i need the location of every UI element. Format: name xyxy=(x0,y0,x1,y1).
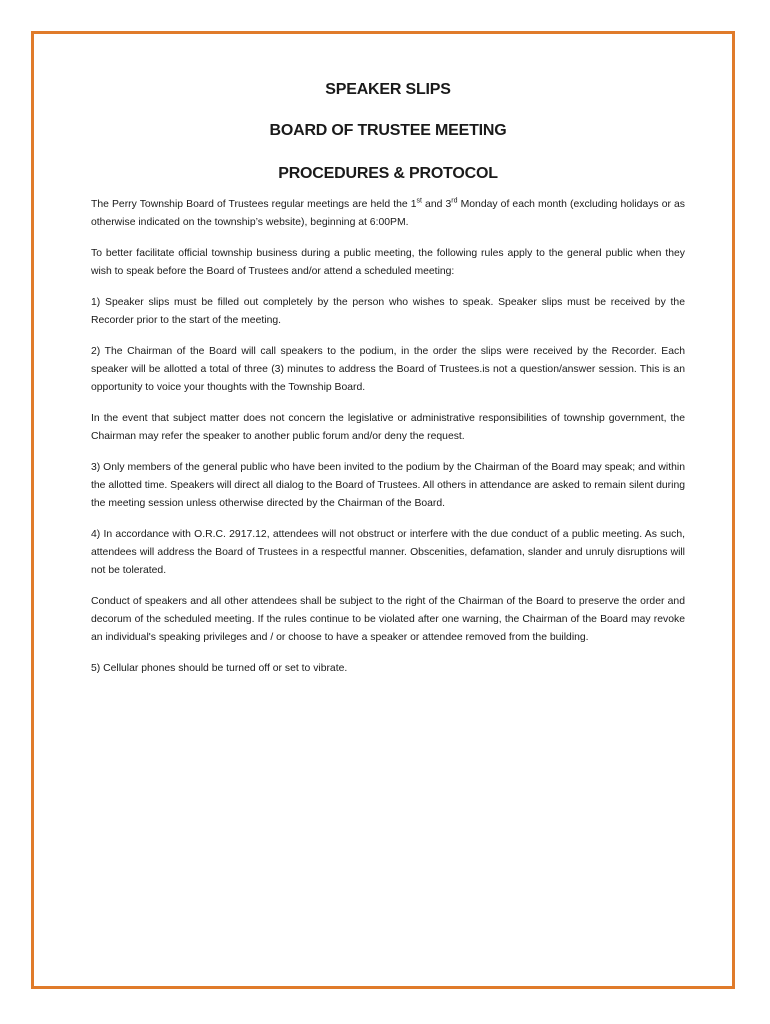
rule-3-invited-speakers: 3) Only members of the general public who have been invited to the podium by the Chairman of the Board may speak; and within the allotted time. Speakers will direct all dialog to the Board of Trustees. All others in attendance are asked to remain silent during the meeting session unless otherwise directed by the Chairman of the Board. xyxy=(91,462,685,509)
ordinal-suffix: st xyxy=(416,197,422,205)
paragraph-text: Monday of each month (excluding holidays or as otherwise indicated on the township’s website), beginning at 6:00PM. xyxy=(91,199,685,228)
rule-4-orc-conduct: 4) In accordance with O.R.C. 2917.12, attendees will not obstruct or interfere with the due conduct of a public meeting. As such, attendees will address the Board of Trustees in a respectful manner. Obscenities, defamation, slander and unruly disruptions will not be tolerated. xyxy=(91,529,685,576)
paragraph-subject-matter: In the event that subject matter does not concern the legislative or administrative responsibilities of township government, the Chairman may refer the speaker to another public forum and/or deny the request. xyxy=(91,413,685,442)
rule-2-podium-order: 2) The Chairman of the Board will call speakers to the podium, in the order the slips were received by the Recorder. Each speaker will be allotted a total of three (3) minutes to address the Board of Trustees.is not a question/answer session. This is an opportunity to voice your thoughts with the Township Board. xyxy=(91,346,685,393)
title-procedures: PROCEDURES & PROTOCOL xyxy=(278,165,498,182)
title-speaker-slips: SPEAKER SLIPS xyxy=(325,81,451,98)
title-board-meeting: BOARD OF TRUSTEE MEETING xyxy=(269,122,507,139)
paragraph-conduct-decorum: Conduct of speakers and all other attendees shall be subject to the right of the Chairman of the Board to preserve the order and decorum of the scheduled meeting. If the rules continue to be violated after one warning, the Chairman of the Board may revoke an individual's speaking privileges and / or choose to have a speaker or attendee removed from the building. xyxy=(91,596,685,643)
paragraph-text: and 3 xyxy=(421,199,452,210)
paragraph-rules-intro: To better facilitate official township business during a public meeting, the following rules apply to the general public when they wish to speak before the Board of Trustees and/or attend a scheduled meeting: xyxy=(91,248,685,277)
ordinal-suffix: rd xyxy=(451,197,458,205)
rule-5-cellular-phones: 5) Cellular phones should be turned off or set to vibrate. xyxy=(91,663,348,674)
document-body xyxy=(91,78,685,678)
paragraph-meeting-schedule xyxy=(91,196,685,232)
rule-1-speaker-slips: 1) Speaker slips must be filled out completely by the person who wishes to speak. Speaker slips must be received by the Recorder prior to the start of the meeting. xyxy=(91,297,685,326)
paragraph-text: The Perry Township Board of Trustees regular meetings are held the 1 xyxy=(91,199,417,210)
